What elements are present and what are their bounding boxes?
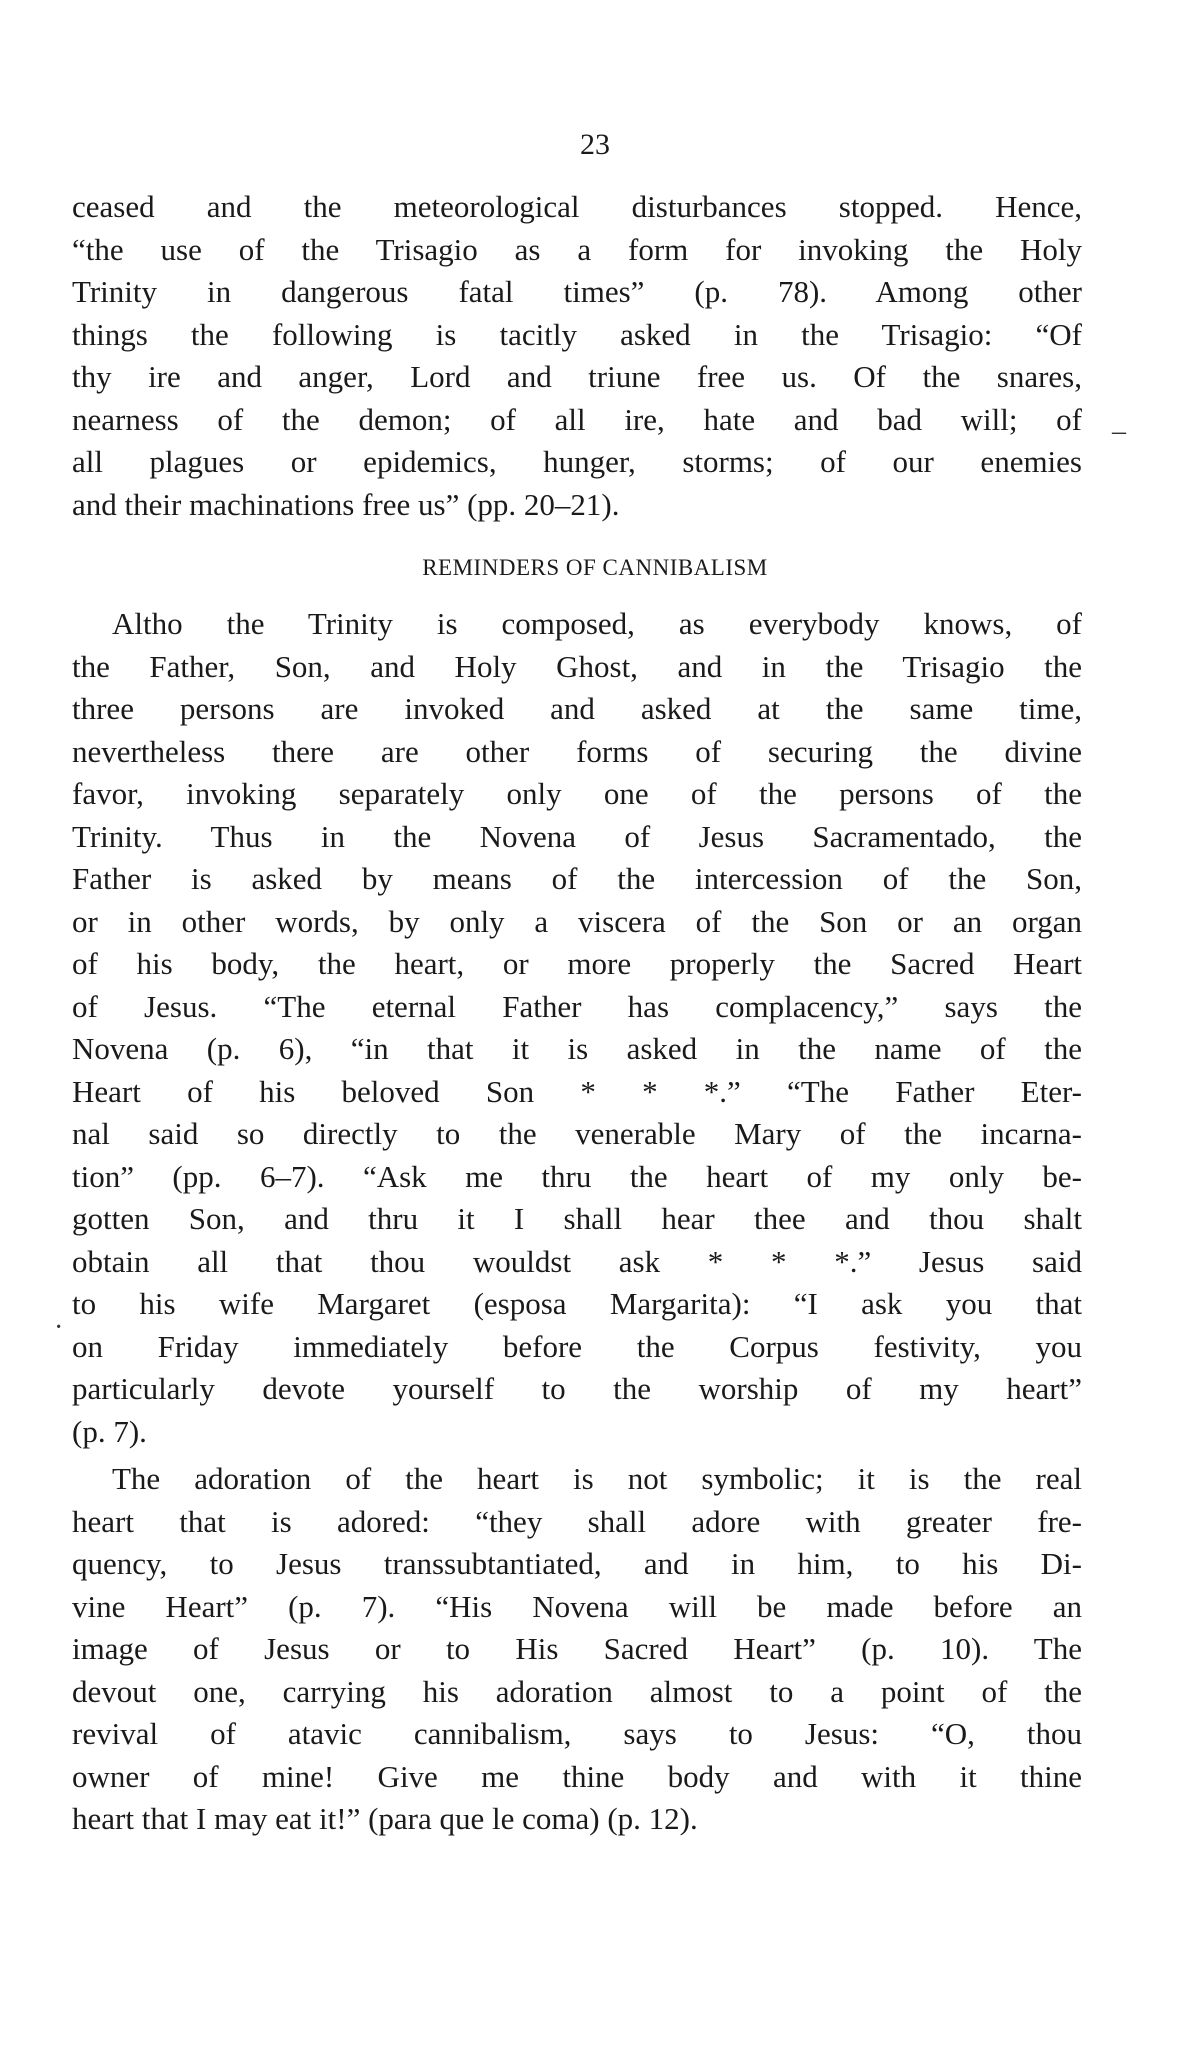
paragraph-line: things the following is tacitly asked in the Trisagio: “Of (72, 316, 1082, 352)
paragraph-3 (72, 1458, 1082, 1841)
paragraph-line: heart that is adored: “they shall adore with greater fre- (72, 1503, 1082, 1539)
paragraph-1 (72, 186, 1082, 526)
paragraph-line: on Friday immediately before the Corpus festivity, you (72, 1328, 1082, 1364)
paragraph-line: quency, to Jesus transsubtantiated, and in him, to his Di- (72, 1546, 1082, 1581)
paragraph-line: The adoration of the heart is not symbolic; it is the real (112, 1461, 1082, 1496)
paragraph-line: Trinity in dangerous fatal times” (p. 78). Among other (72, 274, 1082, 309)
paragraph-line: thy ire and anger, Lord and triune free us. Of the snares, (72, 359, 1082, 394)
paragraph-line: nevertheless there are other forms of securing the divine (72, 733, 1082, 769)
paragraph-line: obtain all that thou wouldst ask * * *.” Jesus said (72, 1243, 1082, 1279)
margin-dash-mark: – (1112, 416, 1126, 447)
paragraph-line: nal said so directly to the venerable Mary of the incarna- (72, 1116, 1082, 1151)
paragraph-line: all plagues or epidemics, hunger, storms; of our enemies (72, 444, 1082, 479)
paragraph-line: three persons are invoked and asked at the same time, (72, 691, 1082, 726)
paragraph-line: heart that I may eat it!” (para que le coma) (p. 12). (72, 1801, 698, 1836)
paragraph-line: Trinity. Thus in the Novena of Jesus Sacramentado, the (72, 818, 1082, 854)
paragraph-line: devout one, carrying his adoration almost to a point of the (72, 1673, 1082, 1709)
paragraph-line: owner of mine! Give me thine body and with it thine (72, 1758, 1082, 1794)
paragraph-line: “the use of the Trisagio as a form for invoking the Holy (72, 231, 1082, 267)
paragraph-line: favor, invoking separately only one of the persons of the (72, 776, 1082, 811)
paragraph-line: Heart of his beloved Son * * *.” “The Father Eter- (72, 1073, 1082, 1109)
paragraph-line: tion” (pp. 6–7). “Ask me thru the heart of my only be- (72, 1158, 1082, 1194)
paragraph-line: of Jesus. “The eternal Father has complacency,” says the (72, 988, 1082, 1024)
paragraph-line: Altho the Trinity is composed, as everybody knows, of (112, 606, 1082, 641)
paragraph-line: (p. 7). (72, 1413, 147, 1449)
paragraph-line: image of Jesus or to His Sacred Heart” (p. 10). The (72, 1631, 1082, 1666)
paragraph-line: Father is asked by means of the intercession of the Son, (72, 861, 1082, 896)
paragraph-line: nearness of the demon; of all ire, hate and bad will; of (72, 401, 1082, 437)
paragraph-line: of his body, the heart, or more properly the Sacred Heart (72, 946, 1082, 981)
paragraph-line: revival of atavic cannibalism, says to Jesus: “O, thou (72, 1716, 1082, 1751)
paragraph-line: or in other words, by only a viscera of the Son or an organ (72, 903, 1082, 939)
margin-tick-mark: · (54, 1312, 64, 1343)
paragraph-line: particularly devote yourself to the worship of my heart” (72, 1371, 1082, 1406)
paragraph-line: gotten Son, and thru it I shall hear thee and thou shalt (72, 1201, 1082, 1236)
paragraph-2 (72, 603, 1082, 1453)
paragraph-line: the Father, Son, and Holy Ghost, and in the Trisagio the (72, 648, 1082, 684)
section-heading: REMINDERS OF CANNIBALISM (422, 555, 768, 580)
paragraph-line: ceased and the meteorological disturbances stopped. Hence, (72, 189, 1082, 224)
paragraph-line: and their machinations free us” (pp. 20–21). (72, 486, 620, 522)
paragraph-line: to his wife Margaret (esposa Margarita): “I ask you that (72, 1286, 1082, 1321)
paragraph-line: Novena (p. 6), “in that it is asked in the name of the (72, 1031, 1082, 1066)
paragraph-line: vine Heart” (p. 7). “His Novena will be made before an (72, 1588, 1082, 1624)
page-number: 23 (580, 128, 610, 161)
